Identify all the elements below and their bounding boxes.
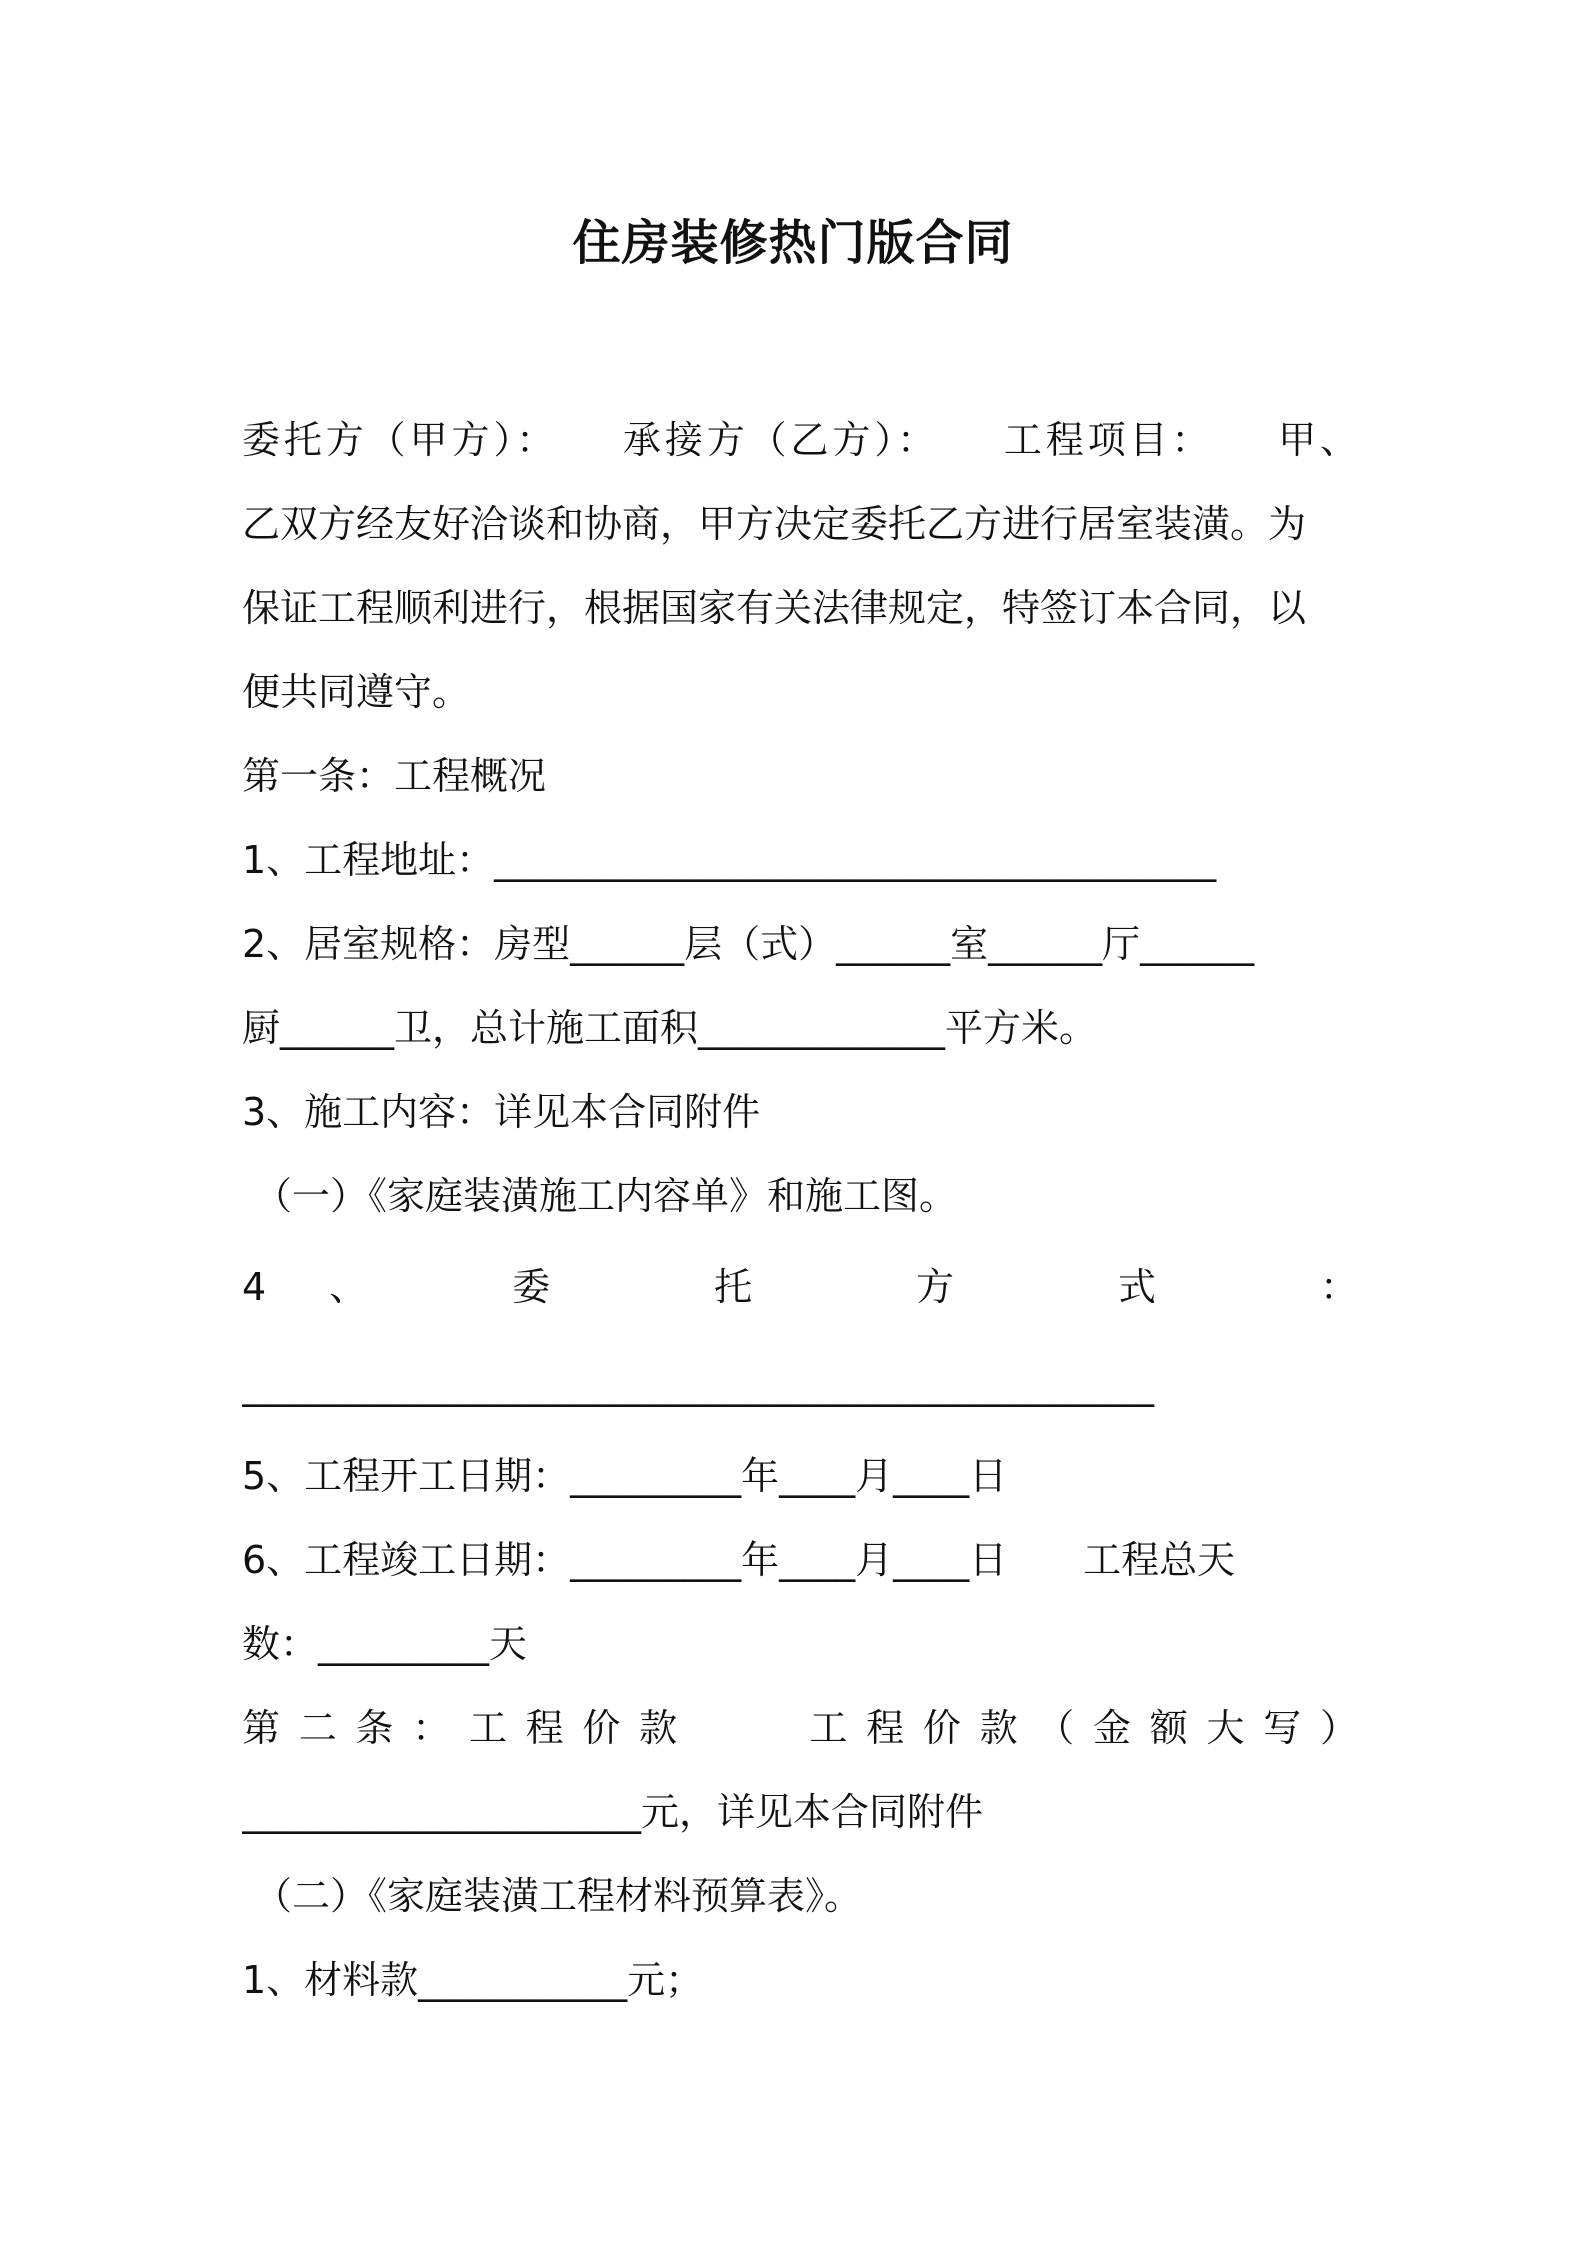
paragraph-line: _____________________元，详见本合同附件	[242, 1790, 984, 1834]
paragraph-line: 数：_________天	[242, 1622, 528, 1666]
section-heading: 第一条：工程概况	[242, 754, 547, 798]
paragraph-line: 3、施工内容：详见本合同附件	[242, 1090, 761, 1134]
paragraph-line: 1、工程地址：______________________________________	[242, 838, 1217, 882]
paragraph-line: 厨______卫，总计施工面积_____________平方米。	[242, 1006, 1098, 1050]
document-title: 住房装修热门版合同	[572, 215, 1014, 271]
paragraph-line: 便共同遵守。	[242, 670, 471, 714]
paragraph-line: （二）《家庭装潢工程材料预算表》。	[254, 1874, 863, 1918]
section-heading: 第二条：工程价款 工程价款（金额大写）	[242, 1706, 1358, 1750]
paragraph-line: 5、工程开工日期：_________年____月____日	[242, 1454, 1008, 1498]
paragraph-line: 1、材料款___________元；	[242, 1958, 704, 2002]
paragraph-line: 4、 委 托 方 式 ：	[242, 1265, 1358, 1309]
paragraph-line: （一）《家庭装潢施工内容单》和施工图。	[254, 1174, 958, 1218]
paragraph-line: 乙双方经友好洽谈和协商，甲方决定委托乙方进行居室装潢。为	[242, 502, 1307, 546]
paragraph-line: 6、工程竣工日期：_________年____月____日 工程总天	[242, 1538, 1236, 1582]
paragraph-line: 委托方（甲方）： 承接方（乙方）： 工程项目： 甲、	[242, 418, 1358, 462]
blank-line: ________________________________________________	[242, 1363, 1154, 1407]
paragraph-line: 2、居室规格：房型______层（式）______室______厅______	[242, 922, 1255, 966]
paragraph-line: 保证工程顺利进行，根据国家有关法律规定，特签订本合同，以	[242, 586, 1307, 630]
document-body	[242, 398, 1358, 2022]
